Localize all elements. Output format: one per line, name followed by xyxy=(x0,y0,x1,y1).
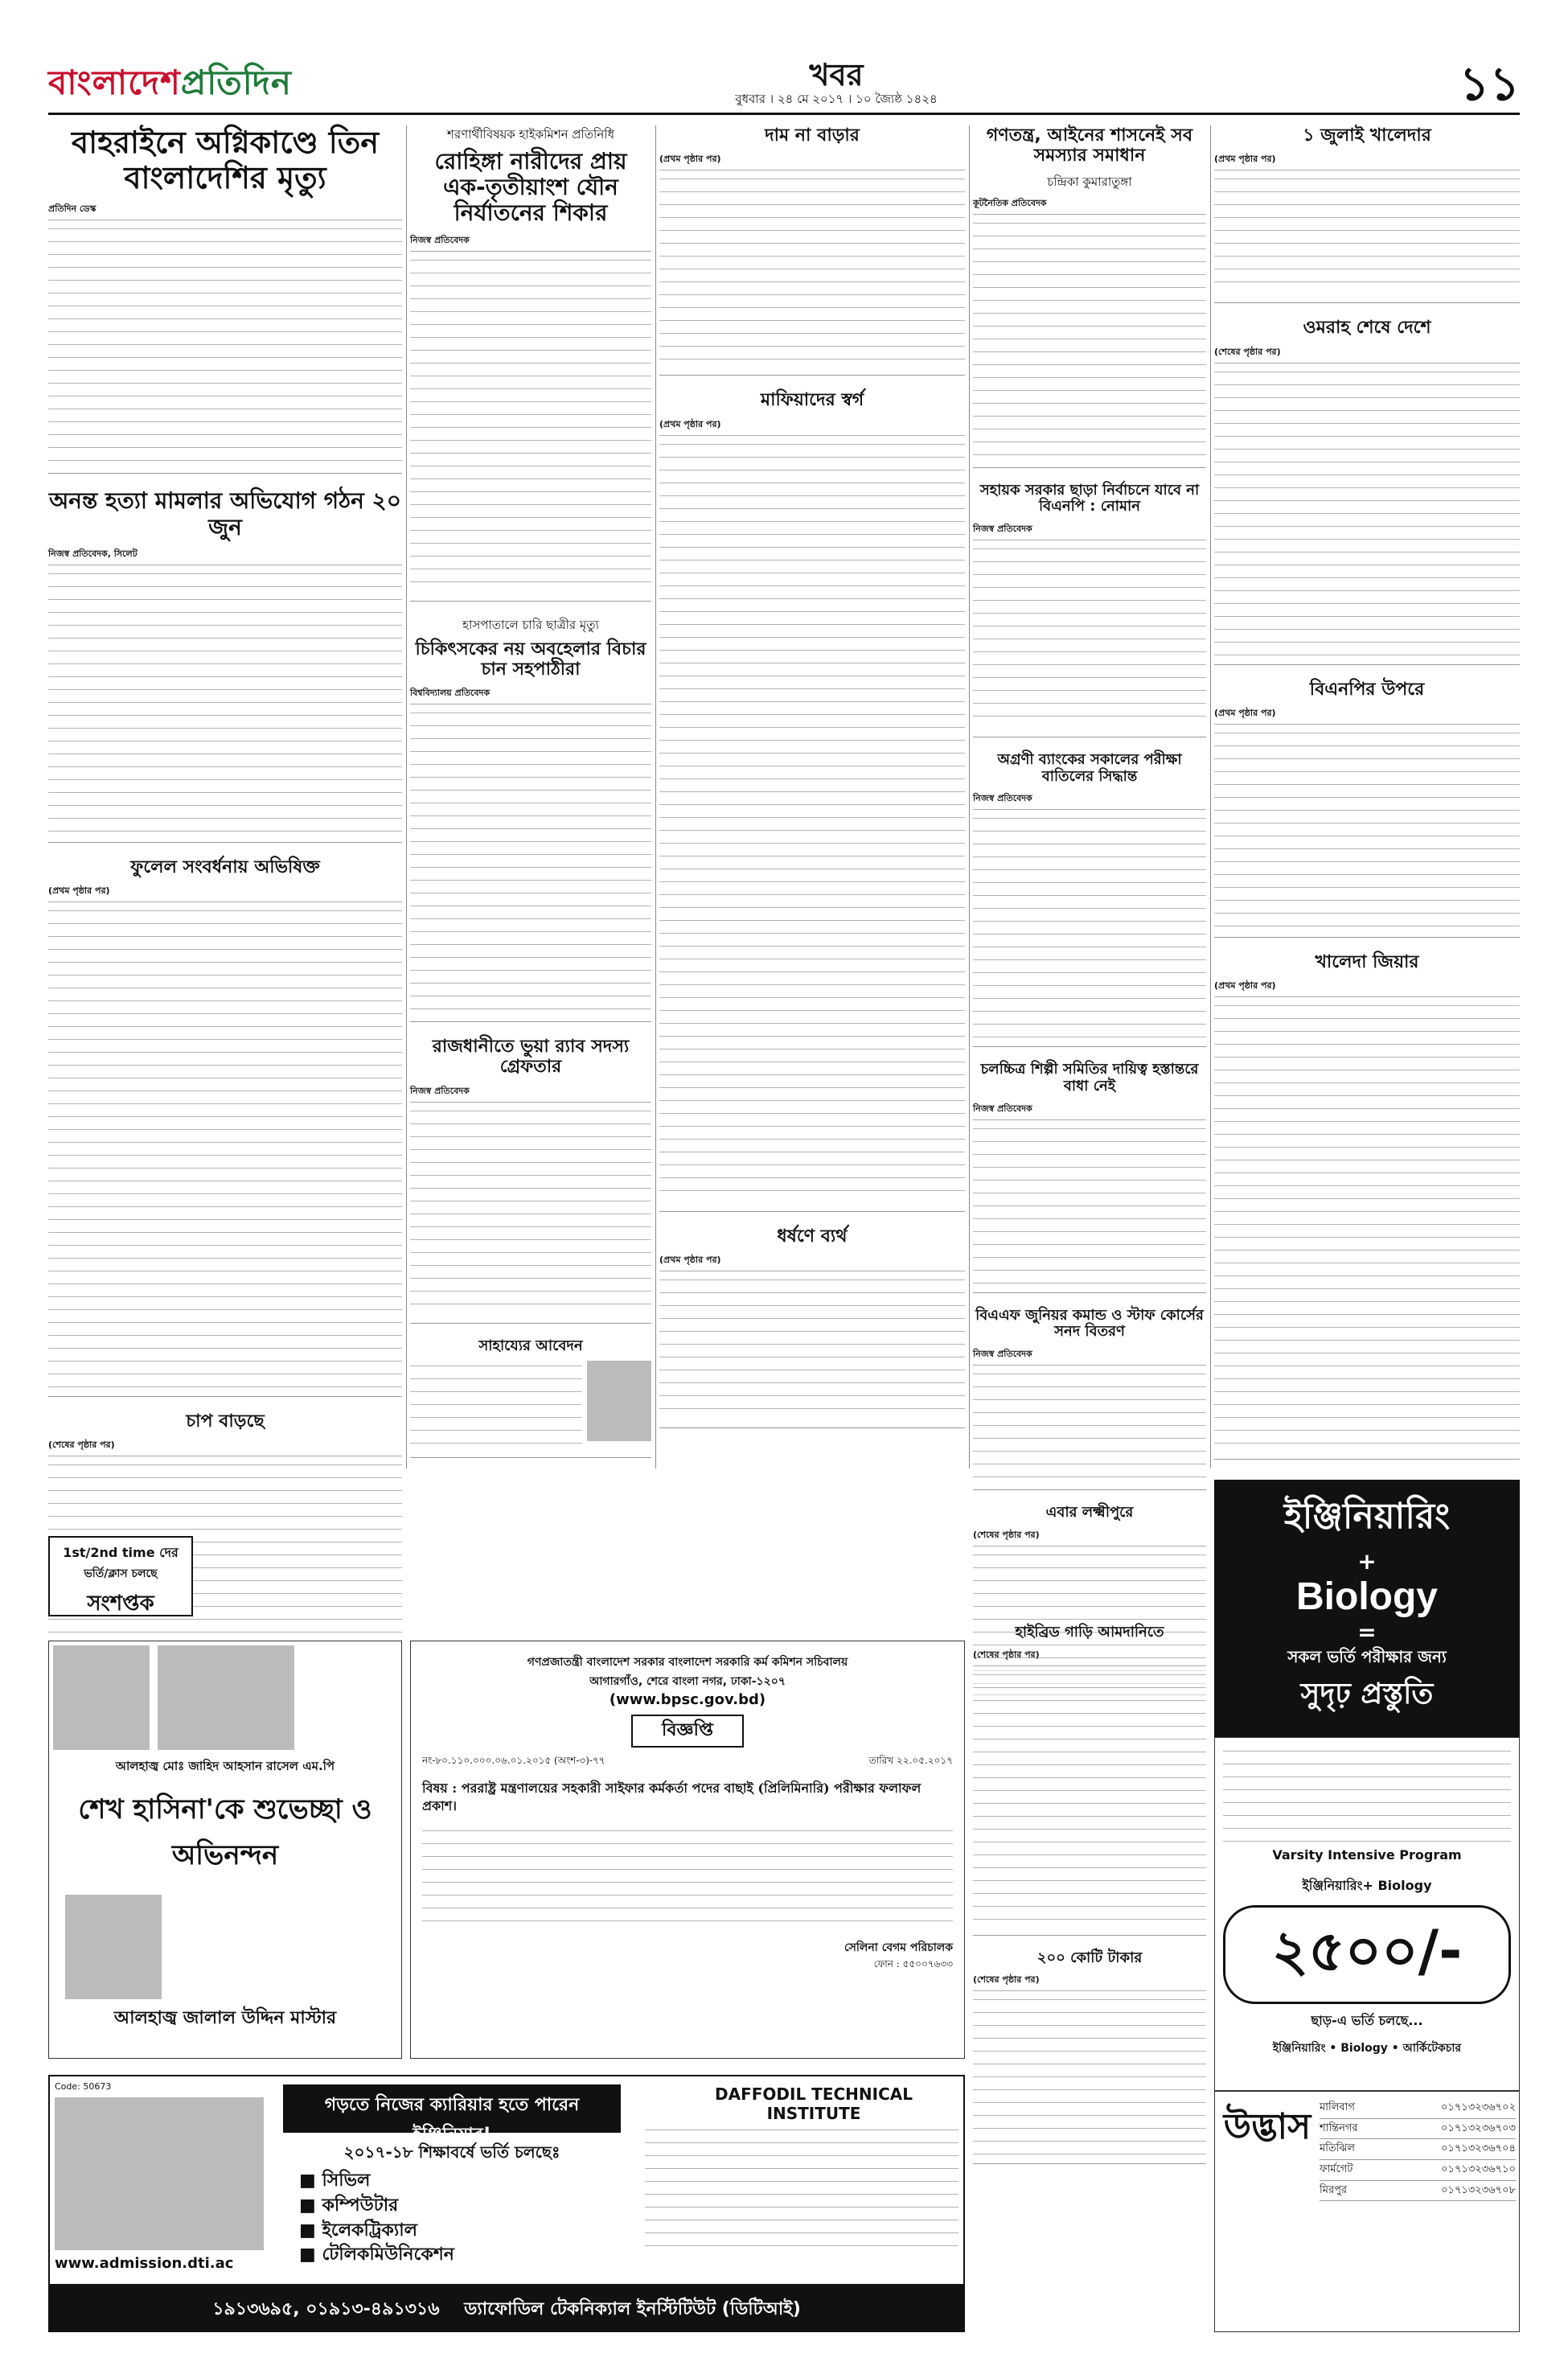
ad-admission: ২০১৭-১৮ শিক্ষাবর্ষে ভর্তি চলছেঃ xyxy=(343,2142,560,2162)
story-byline: (প্রথম পৃষ্ঠার পর) xyxy=(1214,706,1520,725)
story-july[interactable] xyxy=(1214,125,1520,303)
story-hybrid[interactable] xyxy=(973,1624,1206,1936)
notice-address: আগারগাঁও, শেরে বাংলা নগর, ঢাকা-১২০৭ xyxy=(589,1675,786,1688)
story-headline[interactable]: ১ জুলাই খালেদার xyxy=(1303,125,1431,146)
story-headline[interactable]: গণতন্ত্র, আইনের শাসনেই সব সমস্যার সমাধান xyxy=(986,125,1193,166)
branch-list xyxy=(1320,2098,1516,2201)
story-body xyxy=(1214,174,1520,294)
daffodil-ad[interactable] xyxy=(48,2075,965,2332)
story-body xyxy=(973,1369,1206,1481)
story-byline: নিজস্ব প্রতিবেদক, সিলেট xyxy=(48,547,402,565)
students-photo xyxy=(55,2097,264,2250)
udbhash-branches[interactable] xyxy=(1214,2091,1520,2332)
story-byline: নিজস্ব প্রতিবেদক xyxy=(973,791,1206,810)
story-byline: (শেষের পৃষ্ঠার পর) xyxy=(973,1528,1206,1546)
story-byline: নিজস্ব প্রতিবেদক xyxy=(973,1347,1206,1366)
story-byline: নিজস্ব প্রতিবেদক xyxy=(410,233,651,252)
story-byline: (প্রথম পৃষ্ঠার পর) xyxy=(659,1253,965,1271)
story-bnp[interactable] xyxy=(1214,680,1520,938)
story-cholochitro[interactable] xyxy=(973,1062,1206,1292)
story-flower[interactable] xyxy=(48,857,402,1397)
story-headline[interactable]: ধর্ষণে ব্যর্থ xyxy=(777,1226,848,1247)
story-taka[interactable] xyxy=(973,1950,1206,2165)
ad-line4: সুদৃঢ় প্রস্তুতি xyxy=(1300,1678,1434,1711)
story-bim[interactable] xyxy=(973,1308,1206,1490)
story-shohayok[interactable] xyxy=(973,483,1206,737)
udbhash-ad-header[interactable] xyxy=(1214,1480,1520,1737)
story-headline[interactable]: চাপ বাড়ছে xyxy=(186,1411,265,1432)
logo-part2: প্রতিদিন xyxy=(180,63,292,102)
ad-brand: উদ্ভাস xyxy=(1223,2106,1311,2147)
ad-code: Code: 50673 xyxy=(55,2081,112,2092)
story-byline: বিশ্ববিদ্যালয় প্রতিবেদক xyxy=(410,686,651,704)
story-byline: নিজস্ব প্রতিবেদক xyxy=(973,522,1206,540)
story-agrani[interactable] xyxy=(973,752,1206,1047)
sangshoptak-ad[interactable] xyxy=(48,1536,193,1616)
story-body xyxy=(48,906,402,1388)
story-bahrain[interactable] xyxy=(48,125,402,474)
ad-discount: ছাড়-এ ভর্তি চলছে... xyxy=(1311,2013,1423,2028)
newspaper-logo[interactable] xyxy=(48,56,292,113)
story-headline[interactable]: বিএনপির উপরে xyxy=(1309,679,1425,700)
story-headline[interactable]: বিএএফ জুনিয়র কমান্ড ও স্টাফ কোর্সের সনদ বিতরণ xyxy=(975,1306,1204,1341)
course-item: ■ টেলিকমিউনিকেশন xyxy=(299,2245,454,2265)
ad-main-text: শেখ হাসিনা'কে শুভেচ্ছা ও অভিনন্দন xyxy=(78,1793,372,1871)
notice-date: তারিখ ২২.০৫.২০১৭ xyxy=(868,1755,953,1766)
notice-signer: সেলিনা বেগম পরিচালক xyxy=(844,1941,953,1954)
story-headline[interactable]: দাম না বাড়ার xyxy=(765,125,860,146)
ad-footer xyxy=(50,2284,963,2331)
portrait-photo xyxy=(53,1645,150,1750)
story-headline[interactable]: এবার লক্ষ্মীপুরে xyxy=(1045,1504,1134,1522)
ad-name2: আলহাজ্ব জালাল উদ্দিন মাস্টার xyxy=(113,2008,337,2028)
story-headline[interactable]: রোহিঙ্গা নারীদের প্রায় এক-তৃতীয়াংশ যৌন নির্যাতনের শিকার xyxy=(434,148,627,227)
branch-row[interactable]: মতিঝিল ০১৭১৩২৩৬৭০৪ xyxy=(1320,2139,1516,2160)
course-list xyxy=(299,2169,454,2268)
course-item: ■ ইলেকট্রিক্যাল xyxy=(299,2220,417,2241)
column-5 xyxy=(1214,125,1520,1474)
story-body xyxy=(973,218,1206,459)
story-body xyxy=(973,1670,1206,1927)
story-body xyxy=(1214,1000,1520,1451)
story-headline[interactable]: বাহরাইনে অগ্নিকাণ্ডে তিন বাংলাদেশির মৃত্যু xyxy=(72,125,379,195)
story-body xyxy=(410,1361,582,1449)
branch-row[interactable]: শান্তিনগর ০১৭১৩২৩৬৭০৩ xyxy=(1320,2119,1516,2140)
story-body xyxy=(973,544,1206,729)
story-byline: (প্রথম পৃষ্ঠার পর) xyxy=(48,884,402,902)
ad-phone: ১৯১৩৬৯৫, ০১৯১৩-৪৯১৩১৬ xyxy=(212,2299,440,2319)
ad-price: ২৫০০/- xyxy=(1223,1905,1511,2004)
column-4 xyxy=(973,125,1206,1710)
story-byline: নিজস্ব প্রতিবেদক xyxy=(410,1084,651,1103)
course-item: ■ সিভিল xyxy=(299,2171,371,2191)
story-byline: (শেষের পৃষ্ঠার পর) xyxy=(1214,345,1520,363)
story-headline[interactable]: হাইব্রিড গাড়ি আমদানিতে xyxy=(1015,1624,1164,1641)
column-divider xyxy=(406,125,407,1468)
appeal-photo xyxy=(587,1361,651,1441)
story-body xyxy=(410,255,651,593)
story-body xyxy=(48,569,402,834)
story-headline[interactable]: মাফিয়াদের স্বর্গ xyxy=(760,390,864,411)
story-rab[interactable] xyxy=(410,1037,651,1324)
notice-ref: নং-৮০.১১০.০০০.০৬.০১.২০১৫ (অংশ-৩)-৭৭ xyxy=(422,1755,605,1766)
column-divider xyxy=(969,125,970,1468)
story-kicker: শরণার্থীবিষয়ক হাইকমিশন প্রতিনিধি xyxy=(447,127,614,142)
portrait-photo xyxy=(158,1645,294,1750)
page-number: ১১ xyxy=(1459,56,1520,111)
ad-tag: ইঞ্জিনিয়ারিং+ Biology xyxy=(1302,1878,1432,1893)
branch-row[interactable]: মালিবাগ ০১৭১৩২৩৬৭০২ xyxy=(1320,2098,1516,2119)
column-4-bottom xyxy=(973,1624,1206,2179)
masthead xyxy=(48,51,1520,111)
story-byline: প্রতিদিন ডেস্ক xyxy=(48,202,402,220)
logo-part1: বাংলাদেশ xyxy=(48,63,181,102)
story-body xyxy=(410,708,651,1013)
course-item: ■ কম্পিউটার xyxy=(299,2195,399,2216)
story-headline[interactable]: খালেদা জিয়ার xyxy=(1315,951,1419,972)
ad-line3: সকল ভর্তি পরীক্ষার জন্য xyxy=(1287,1647,1447,1666)
ad-features xyxy=(645,2125,958,2253)
story-headline[interactable]: সাহায্যের আবেদন xyxy=(478,1337,583,1354)
ad-plus: + xyxy=(1357,1548,1377,1575)
story-dhorshon[interactable] xyxy=(659,1226,965,1428)
story-darm[interactable] xyxy=(659,125,965,376)
story-body xyxy=(659,174,965,367)
branch-row[interactable]: মিরপুর ০১৭১৩২৩৬৭০৮ xyxy=(1320,2181,1516,2202)
ad-subjects: ইঞ্জিনিয়ারিং • Biology • আর্কিটেকচার xyxy=(1272,2042,1462,2055)
column-2 xyxy=(410,125,651,1472)
story-kicker: হাসপাতালে চারি ছাত্রীর মৃত্যু xyxy=(462,617,599,632)
story-byline: নিজস্ব প্রতিবেদক xyxy=(973,1102,1206,1120)
ad-line1: 1st/2nd time দের xyxy=(63,1545,179,1560)
section-title: খবর xyxy=(809,57,864,92)
column-divider xyxy=(655,125,656,1468)
ad-logo: DAFFODIL TECHNICAL INSTITUTE xyxy=(715,2084,913,2123)
portrait-photo xyxy=(65,1895,162,1999)
story-body xyxy=(48,224,402,465)
story-hospital[interactable] xyxy=(410,616,651,1023)
issue-date: বুধবার । ২৪ মে ২০১৭ । ১০ জ্যৈষ্ঠ ১৪২৪ xyxy=(735,92,938,106)
story-body xyxy=(973,1123,1206,1284)
ad-website[interactable]: www.admission.dti.ac xyxy=(55,2255,234,2272)
story-body xyxy=(659,439,965,1203)
story-appeal[interactable] xyxy=(410,1338,651,1459)
story-headline[interactable]: অনন্ত হত্যা মামলার অভিযোগ গঠন ২০ জুন xyxy=(49,487,401,540)
notice-subject: বিষয় : পররাষ্ট্র মন্ত্রণালয়ের সহকারী সাইফার কর্মকর্তা পদের বাছাই (প্রিলিমিনারি) পরীক্ষার ফলাফল প্রকাশ। xyxy=(422,1780,922,1814)
bpsc-notice[interactable] xyxy=(410,1641,965,2059)
story-byline: (প্রথম পৃষ্ঠার পর) xyxy=(1214,979,1520,997)
story-ontto[interactable] xyxy=(48,488,402,842)
ad-program: Varsity Intensive Program xyxy=(1272,1847,1462,1863)
story-byline: কূটনৈতিক প্রতিবেদক xyxy=(973,196,1206,215)
column-3 xyxy=(659,125,965,1443)
story-body xyxy=(973,813,1206,1038)
story-byline: (শেষের পৃষ্ঠার পর) xyxy=(973,1648,1206,1666)
story-headline[interactable]: সহায়ক সরকার ছাড়া নির্বাচনে যাবে না বিএনপি : নোমান xyxy=(979,481,1200,515)
ad-brand: সংশপ্তক xyxy=(87,1592,154,1616)
ad-name1: আলহাজ্ব মোঃ জাহিদ আহসান রাসেল এম.পি xyxy=(115,1759,335,1773)
story-byline: (শেষের পৃষ্ঠার পর) xyxy=(48,1438,402,1456)
ad-equals: = xyxy=(1357,1619,1377,1645)
story-byline: (প্রথম পৃষ্ঠার পর) xyxy=(659,417,965,436)
notice-phone: ফোন : ৫৫০০৭৬৩৩ xyxy=(873,1957,953,1969)
story-body xyxy=(1214,367,1520,656)
story-khaleda[interactable] xyxy=(1214,952,1520,1460)
story-mafia[interactable] xyxy=(659,390,965,1211)
ad-line2: ভর্তি/ক্লাস চলছে xyxy=(84,1567,158,1580)
story-byline: (প্রথম পৃষ্ঠার পর) xyxy=(659,152,965,170)
branch-row[interactable]: ফার্মগেট ০১৭১৩২৩৬৭১০ xyxy=(1320,2160,1516,2181)
story-omrah[interactable] xyxy=(1214,318,1520,664)
notice-org: গণপ্রজাতন্ত্রী বাংলাদেশ সরকার বাংলাদেশ সরকারি কর্ম কমিশন সচিবালয় xyxy=(527,1656,848,1669)
ad-tagline: গড়তে নিজের ক্যারিয়ার হতে পারেন ইঞ্জিনিয়ার! xyxy=(283,2084,621,2133)
congrats-ad[interactable] xyxy=(48,1641,402,2059)
story-headline[interactable]: রাজধানীতে ভুয়া র‍্যাব সদস্য গ্রেফতার xyxy=(432,1037,630,1078)
ad-line1: ইঞ্জিনিয়ারিং xyxy=(1283,1496,1451,1537)
story-body xyxy=(973,1994,1206,2155)
story-headline[interactable]: চলচ্চিত্র শিল্পী সমিতির দায়িত্ব হস্তান্তরে বাধা নেই xyxy=(980,1061,1199,1095)
story-byline: (শেষের পৃষ্ঠার পর) xyxy=(973,1973,1206,1991)
story-headline[interactable]: চিকিৎসকের নয় অবহেলার বিচার চান সহপাঠীরা xyxy=(415,639,646,680)
ad-body-text xyxy=(1223,1746,1511,1842)
story-body xyxy=(1214,728,1520,929)
masthead-rule xyxy=(48,113,1520,115)
udbhash-ad-body[interactable] xyxy=(1214,1737,1520,2091)
story-rohingya[interactable] xyxy=(410,125,651,602)
story-gonotontro[interactable] xyxy=(973,125,1206,468)
story-headline[interactable]: ফুলেল সংবর্ধনায় অভিষিক্ত xyxy=(130,856,320,877)
ad-line2: Biology xyxy=(1296,1575,1438,1618)
notice-url[interactable]: (www.bpsc.gov.bd) xyxy=(609,1691,766,1708)
notice-title: বিজ্ঞপ্তি xyxy=(631,1715,744,1748)
story-kicker: চন্দ্রিকা কুমারাতুঙ্গা xyxy=(1047,174,1132,189)
story-headline[interactable]: অগ্রণী ব্যাংকের সকালের পরীক্ষা বাতিলের সিদ্ধান্ত xyxy=(997,750,1182,785)
notice-body xyxy=(422,1826,953,1922)
column-1 xyxy=(48,125,402,1676)
story-body xyxy=(410,1106,651,1315)
story-body xyxy=(659,1275,965,1419)
story-headline[interactable]: ওমরাহ শেষে দেশে xyxy=(1303,318,1431,339)
story-byline: (প্রথম পৃষ্ঠার পর) xyxy=(1214,152,1520,170)
story-headline[interactable]: ২০০ কোটি টাকার xyxy=(1036,1949,1143,1966)
column-divider xyxy=(1210,125,1211,1468)
ad-footer-name: ড্যাফোডিল টেকনিক্যাল ইনস্টিটিউট (ডিটিআই) xyxy=(464,2299,801,2319)
